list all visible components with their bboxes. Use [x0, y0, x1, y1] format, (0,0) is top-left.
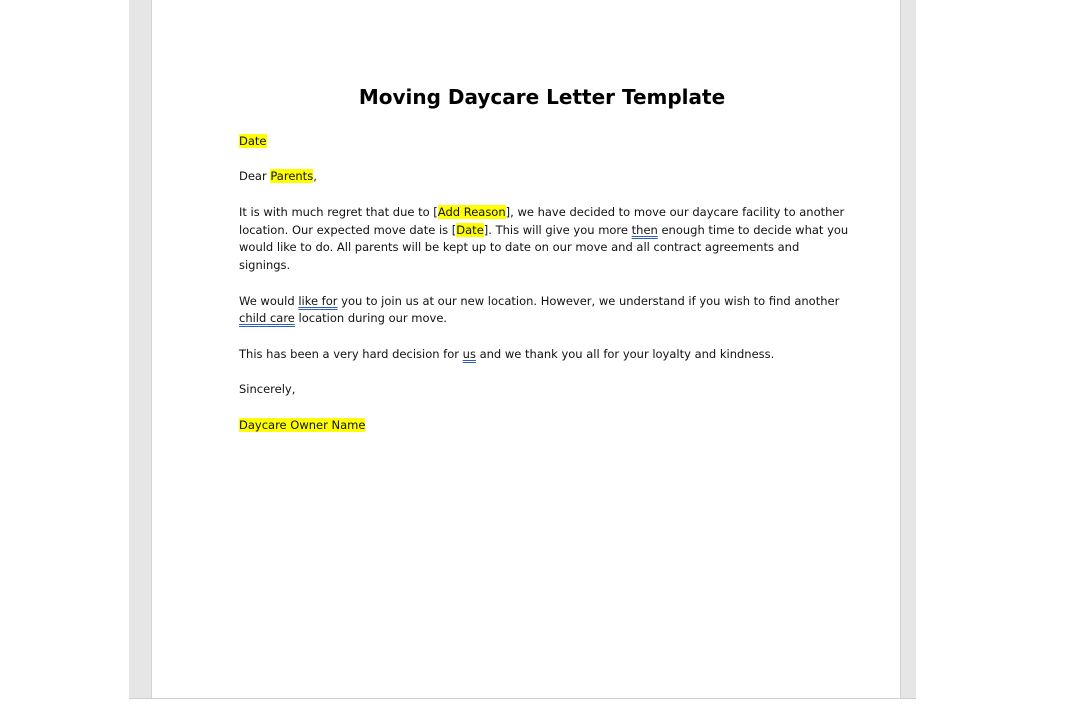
move-date-placeholder: Date [456, 222, 484, 237]
p2-text: We would [239, 293, 299, 308]
date-placeholder: Date [239, 134, 267, 148]
signature-line [239, 417, 829, 435]
date-line [239, 133, 829, 151]
grammar-flag-us[interactable]: us [462, 346, 476, 361]
p1-text: It is with much regret that due to [ [239, 204, 438, 219]
p1-text: signings. [239, 258, 291, 273]
p3-text: and we thank you all for your loyalty and kindness. [475, 346, 775, 361]
p1-text: enough time to decide what you [657, 222, 849, 237]
document-title: Moving Daycare Letter Template [358, 85, 726, 109]
grammar-flag-like-for[interactable]: like for [298, 293, 338, 308]
grammar-flag-child-care[interactable]: child care [239, 311, 295, 326]
p1-text: location. Our expected move date is [ [239, 222, 457, 237]
p1-text: ], we have decided to move our daycare facility to another [505, 204, 845, 219]
greeting-line [239, 168, 829, 186]
document-page[interactable] [151, 0, 901, 698]
document-workspace [129, 0, 916, 699]
greeting-name-placeholder: Parents [270, 169, 314, 184]
paragraph-reason [239, 204, 849, 275]
reason-placeholder: Add Reason [437, 204, 506, 219]
paragraph-thanks [239, 346, 829, 364]
p2-text: you to join us at our new location. However, we understand if you wish to find another [337, 293, 840, 308]
greeting-suffix: , [313, 169, 317, 184]
p1-text: ]. This will give you more [483, 222, 632, 237]
paragraph-invitation [239, 293, 840, 329]
letter-body [239, 133, 849, 452]
p2-text: location during our move. [294, 311, 448, 326]
p3-text: This has been a very hard decision for [239, 346, 463, 361]
greeting-prefix: Dear [239, 169, 271, 184]
signature-placeholder: Daycare Owner Name [239, 417, 366, 432]
grammar-flag-then[interactable]: then [631, 222, 658, 237]
p1-text: would like to do. All parents will be kept up to date on our move and all contract agreements and [239, 240, 800, 255]
closing-line: Sincerely, [239, 382, 296, 397]
